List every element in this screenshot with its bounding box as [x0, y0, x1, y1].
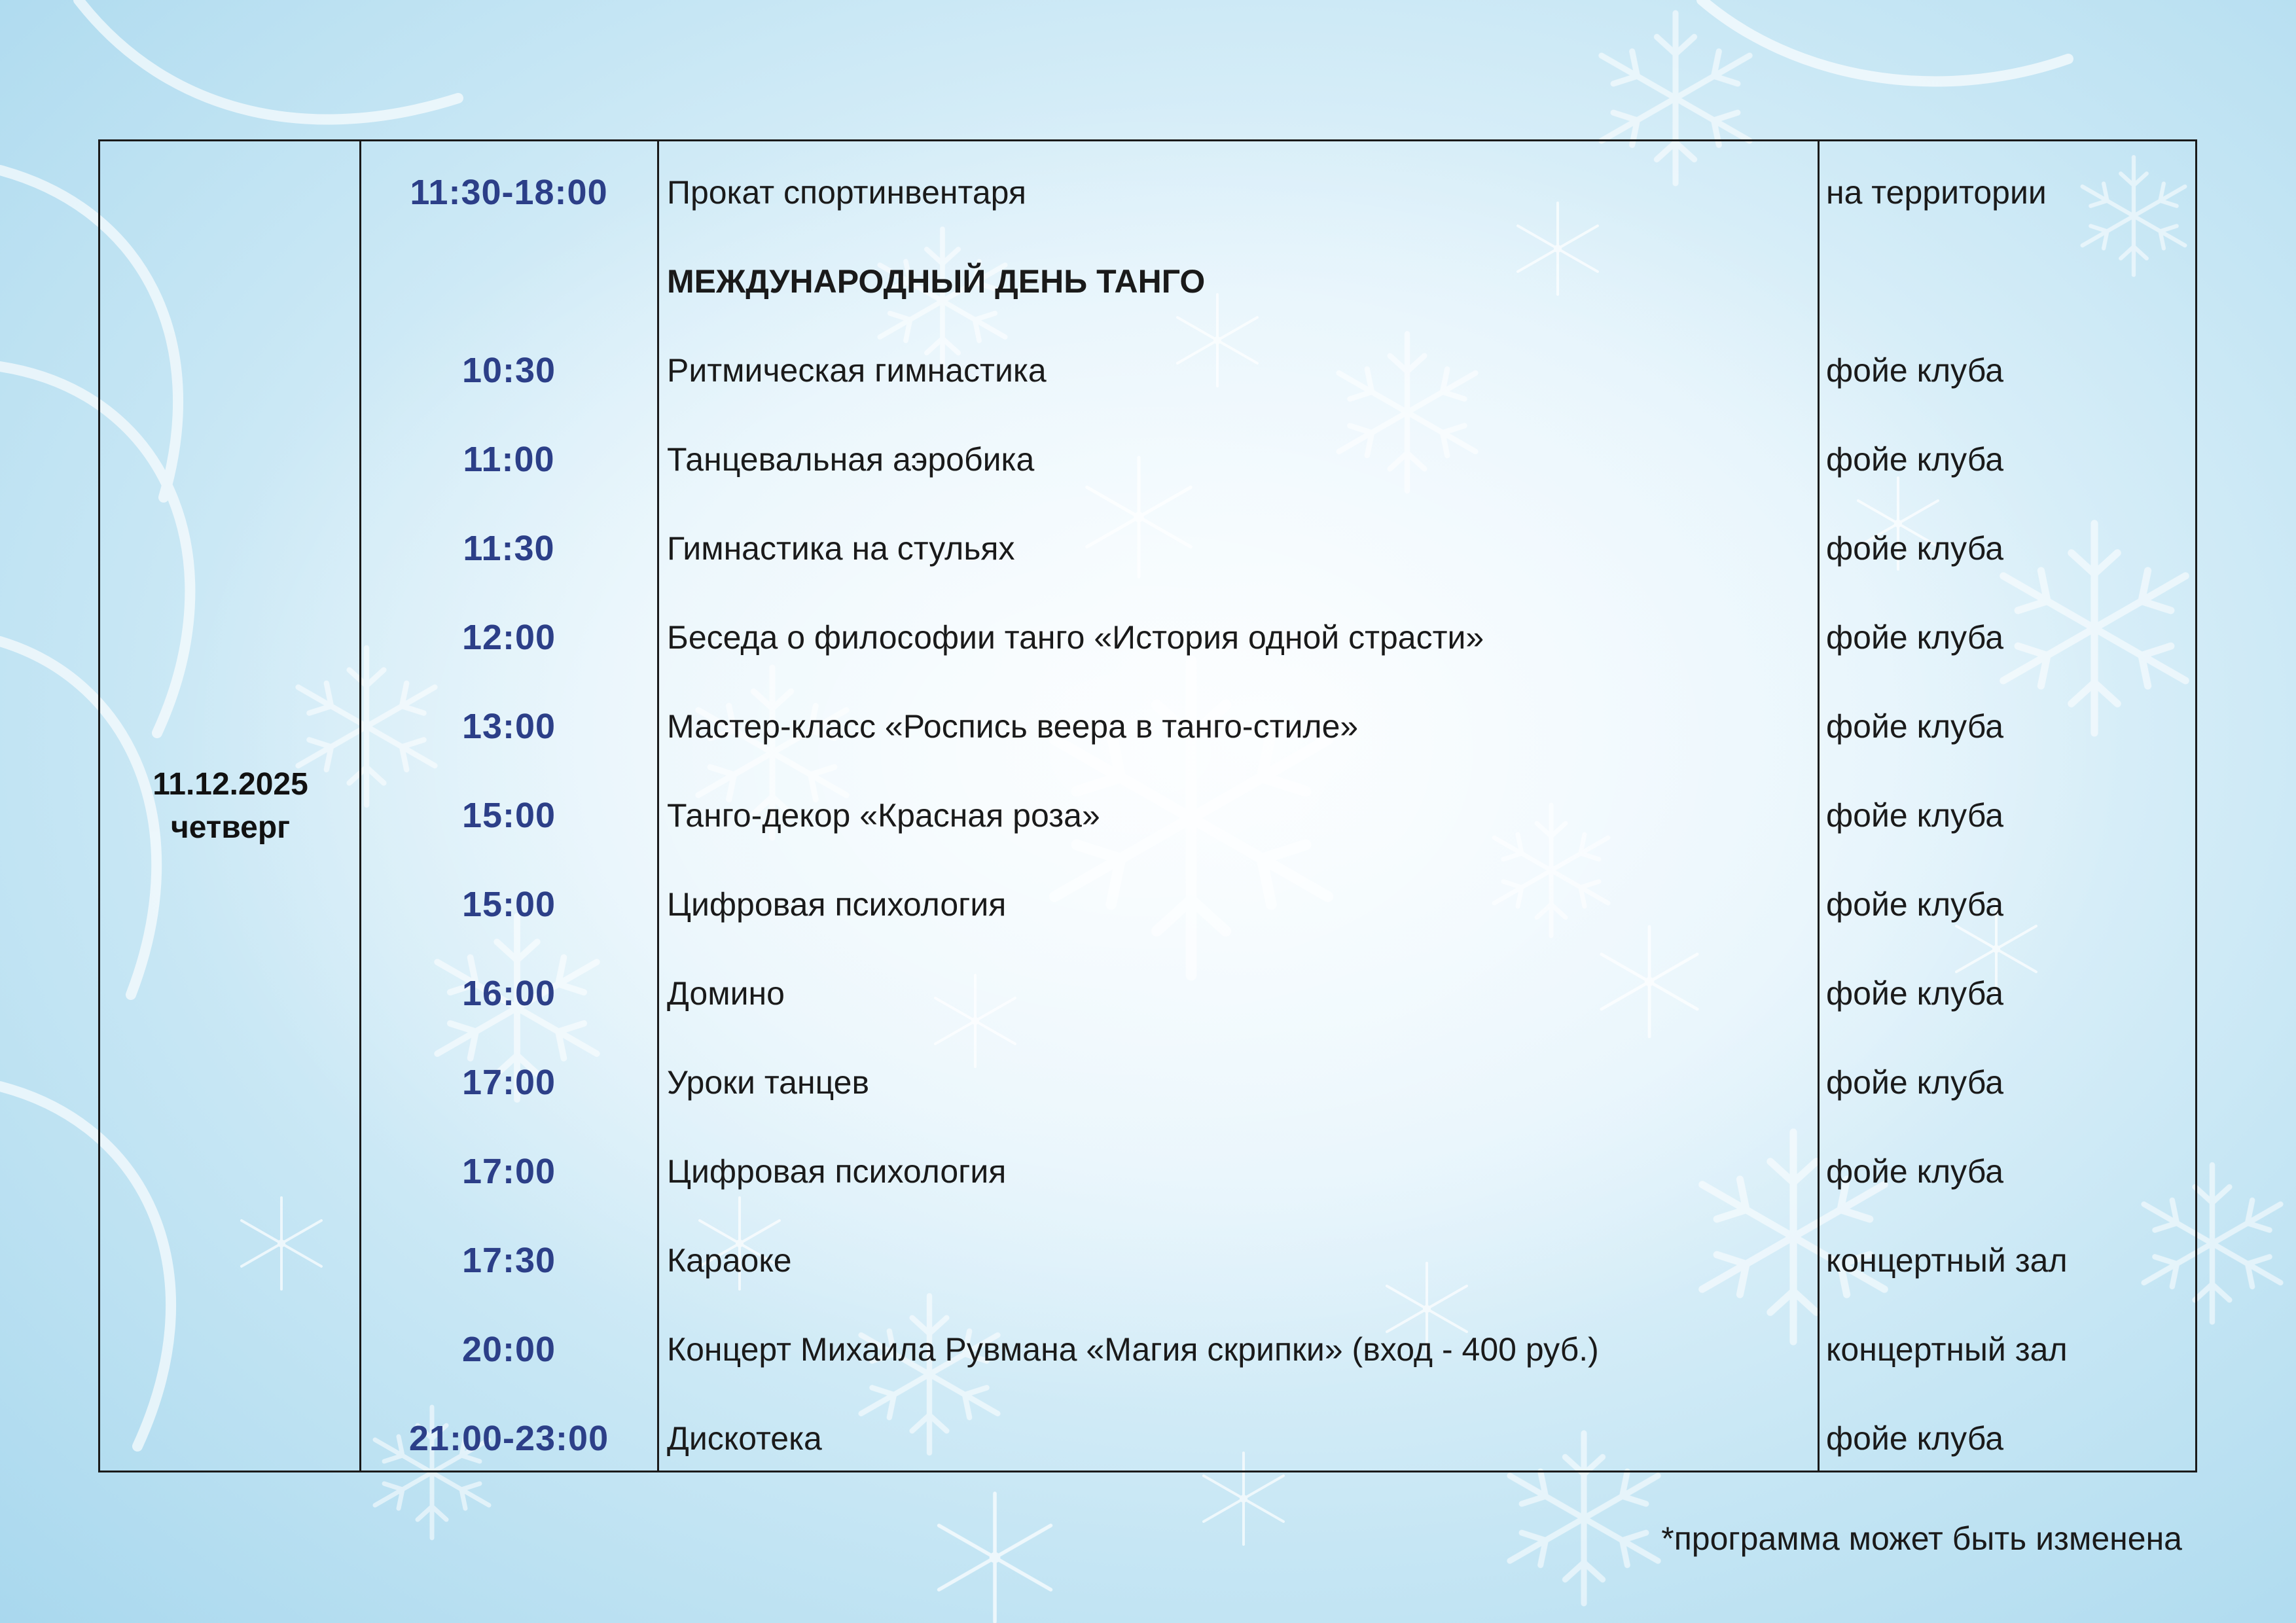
event-place: фойе клуба [1826, 441, 2004, 478]
event-time: 20:00 [461, 1330, 556, 1369]
schedule-row [100, 771, 2195, 860]
schedule-row [100, 949, 2195, 1038]
schedule-row [100, 1394, 2195, 1483]
event-title: Танцевальная аэробика [667, 441, 1035, 478]
schedule-weekday: четверг [170, 810, 291, 845]
event-title: Цифровая психология [667, 1153, 1007, 1190]
schedule-row [100, 504, 2195, 593]
event-title: Гимнастика на стульях [667, 530, 1015, 567]
event-time: 11:30-18:00 [410, 173, 608, 212]
event-place: фойе клуба [1826, 352, 2004, 389]
event-title: Уроки танцев [667, 1064, 870, 1101]
event-place: концертный зал [1826, 1242, 2068, 1279]
event-place: фойе клуба [1826, 1420, 2004, 1457]
schedule-row [100, 148, 2195, 237]
event-title: Караоке [667, 1242, 792, 1279]
event-place: фойе клуба [1826, 886, 2004, 923]
event-title: Мастер-класс «Роспись веера в танго-стиле» [667, 708, 1359, 745]
event-title: Дискотека [667, 1420, 822, 1457]
schedule-row [100, 326, 2195, 415]
event-place: фойе клуба [1826, 708, 2004, 745]
event-time: 13:00 [461, 707, 556, 746]
event-time [361, 237, 657, 326]
event-title: Концерт Михаила Рувмана «Магия скрипки» (вход - 400 руб.) [667, 1331, 1599, 1368]
section-heading: МЕЖДУНАРОДНЫЙ ДЕНЬ ТАНГО [667, 263, 1206, 300]
event-time: 21:00-23:00 [408, 1419, 609, 1458]
event-place: на территории [1826, 174, 2047, 211]
event-place: фойе клуба [1826, 797, 2004, 834]
schedule-table [98, 139, 2197, 1472]
event-time: 10:30 [461, 351, 556, 390]
event-place: фойе клуба [1826, 619, 2004, 656]
schedule-row [100, 682, 2195, 771]
schedule-row [100, 1038, 2195, 1127]
schedule-row [100, 1216, 2195, 1305]
event-time: 17:00 [461, 1063, 556, 1102]
schedule-row [100, 1127, 2195, 1216]
event-place: фойе клуба [1826, 530, 2004, 567]
event-time: 16:00 [461, 974, 556, 1013]
event-title: Беседа о философии танго «История одной страсти» [667, 619, 1484, 656]
schedule-row [100, 1305, 2195, 1394]
schedule-row [100, 593, 2195, 682]
event-time: 15:00 [461, 885, 556, 924]
event-title: Прокат спортинвентаря [667, 174, 1026, 211]
schedule-row [100, 415, 2195, 504]
event-place: концертный зал [1826, 1331, 2068, 1368]
event-place: фойе клуба [1826, 1153, 2004, 1190]
event-place: фойе клуба [1826, 975, 2004, 1012]
footnote: *программа может быть изменена [1661, 1520, 2182, 1557]
schedule-row [100, 860, 2195, 949]
event-time: 11:30 [463, 529, 555, 568]
event-time: 11:00 [463, 440, 555, 479]
schedule-date: 11.12.2025 [152, 766, 308, 802]
schedule-row [100, 237, 2195, 326]
event-title: Танго-декор «Красная роза» [667, 797, 1100, 834]
event-title: Ритмическая гимнастика [667, 352, 1047, 389]
event-title: Домино [667, 975, 785, 1012]
event-time: 17:30 [461, 1241, 556, 1280]
event-title: Цифровая психология [667, 886, 1007, 923]
event-time: 15:00 [461, 796, 556, 835]
event-time: 17:00 [461, 1152, 556, 1191]
event-time: 12:00 [461, 618, 556, 657]
event-place: фойе клуба [1826, 1064, 2004, 1101]
